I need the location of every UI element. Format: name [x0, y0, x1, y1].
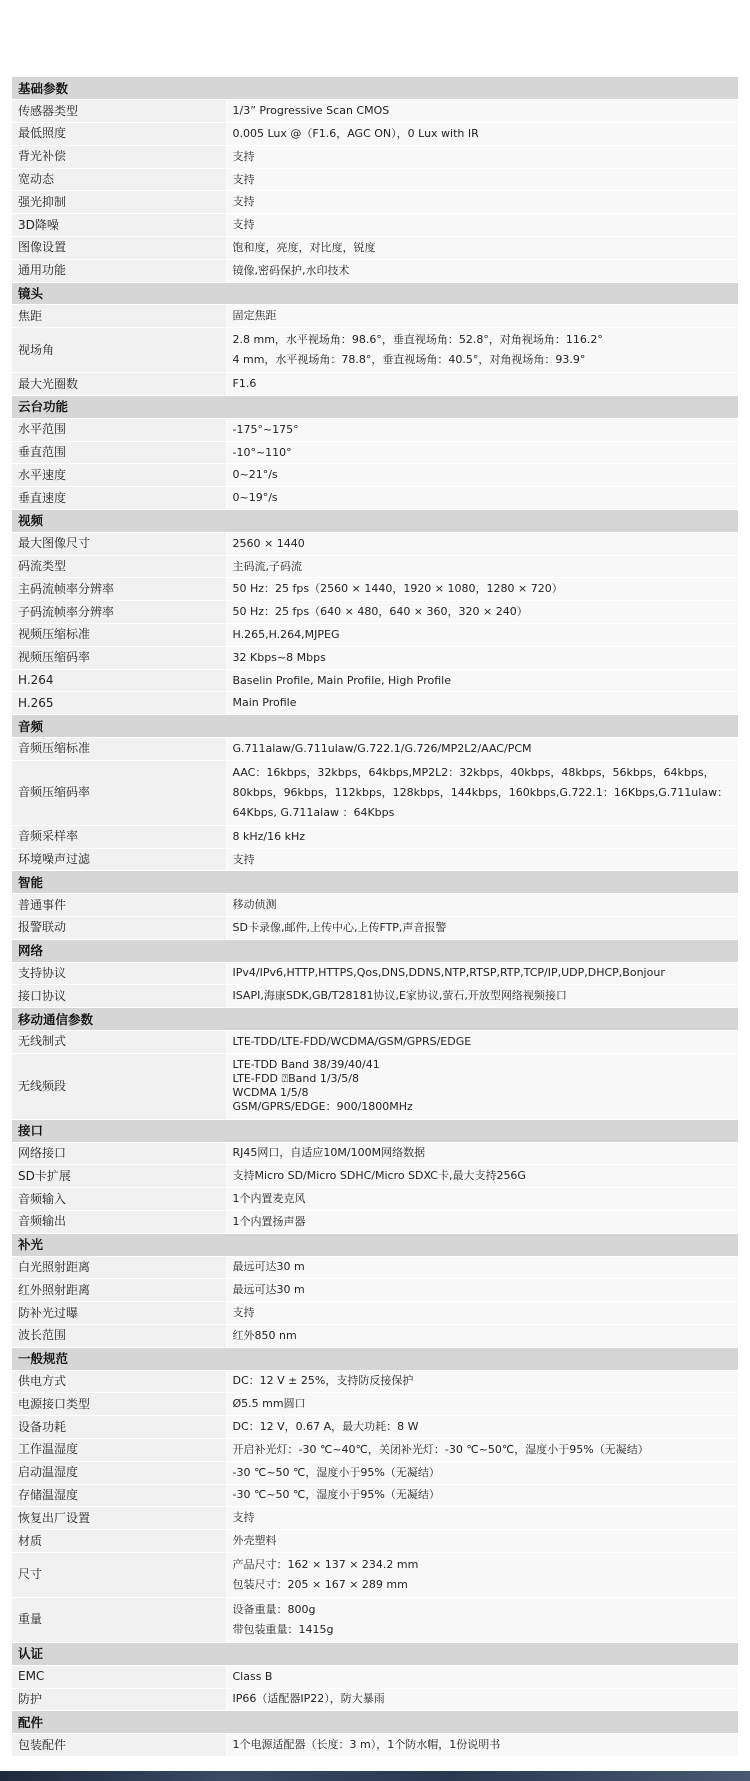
spec-label: SD卡扩展: [12, 1165, 226, 1188]
spec-row: [12, 1165, 738, 1188]
spec-label: 波长范围: [12, 1324, 226, 1347]
section-header: [12, 77, 738, 100]
section-title: 云台功能: [12, 396, 738, 419]
spec-value: [226, 1370, 738, 1393]
spec-value: [226, 1142, 738, 1165]
spec-value: [226, 168, 738, 191]
spec-label: 子码流帧率分辨率: [12, 601, 226, 624]
spec-value-line: ISAPI,海康SDK,GB/T28181协议,E家协议,萤石,开放型网络视频接口: [232, 989, 567, 1003]
spec-table-body: [12, 77, 738, 1756]
spec-label: 主码流帧率分辨率: [12, 578, 226, 601]
section-title: 补光: [12, 1233, 738, 1256]
spec-label: 焦距: [12, 305, 226, 328]
spec-value-line: 支持: [232, 195, 255, 209]
spec-value-line: 1个电源适配器（长度：3 m），1个防水帽，1份说明书: [232, 1738, 501, 1751]
spec-label: 音频压缩标准: [12, 738, 226, 761]
spec-value-line: 支持: [232, 852, 255, 866]
spec-label: 音频采样率: [12, 825, 226, 848]
spec-value-line: 支持Micro SD/Micro SDHC/Micro SDXC卡,最大支持256G: [232, 1169, 526, 1183]
spec-value-line: LTE-FDD ⍰Band 1/3/5/8: [232, 1072, 359, 1086]
spec-value-line: 0~21°/s: [232, 468, 278, 482]
spec-label: 红外照射距离: [12, 1279, 226, 1302]
spec-row: [12, 1507, 738, 1530]
spec-value: [226, 1165, 738, 1188]
spec-label: 设备功耗: [12, 1416, 226, 1439]
spec-row: [12, 578, 738, 601]
spec-value-line: 1个内置麦克风: [232, 1192, 306, 1206]
spec-value: [226, 1188, 738, 1211]
spec-value-line: 支持: [232, 1511, 255, 1525]
spec-row: [12, 1530, 738, 1553]
spec-value: [226, 100, 738, 123]
spec-value: [226, 145, 738, 168]
spec-value: [226, 1279, 738, 1302]
section-title: 移动通信参数: [12, 1008, 738, 1031]
spec-value-line: 镜像,密码保护,水印技术: [232, 263, 350, 277]
spec-value: [226, 578, 738, 601]
spec-row: [12, 305, 738, 328]
spec-value: [226, 328, 738, 373]
spec-row: [12, 1734, 738, 1757]
spec-value-line: -10°~110°: [232, 445, 292, 459]
spec-value-line: IPv4/IPv6,HTTP,HTTPS,Qos,DNS,DDNS,NTP,RTSP,RTP,TCP/IP,UDP,DHCP,Bonjour: [232, 966, 665, 980]
spec-row: [12, 1210, 738, 1233]
spec-label: 码流类型: [12, 555, 226, 578]
spec-row: [12, 373, 738, 396]
spec-label: 启动温湿度: [12, 1461, 226, 1484]
spec-row: [12, 1416, 738, 1439]
spec-row: [12, 1279, 738, 1302]
spec-row: [12, 145, 738, 168]
spec-value-line: -175°~175°: [232, 422, 299, 436]
spec-value: [226, 760, 738, 825]
spec-row: [12, 917, 738, 940]
spec-value-line: 50 Hz：25 fps（640 × 480，640 × 360，320 × 240）: [232, 605, 528, 619]
spec-row: [12, 848, 738, 871]
spec-row: [12, 669, 738, 692]
spec-value-line: 1/3” Progressive Scan CMOS: [232, 104, 390, 118]
spec-value: [226, 601, 738, 624]
spec-label: 防护: [12, 1688, 226, 1711]
spec-row: [12, 168, 738, 191]
spec-value: [226, 917, 738, 940]
section-title: 智能: [12, 871, 738, 894]
spec-value: [226, 441, 738, 464]
spec-row: [12, 1370, 738, 1393]
spec-row: [12, 418, 738, 441]
spec-value-line: 带包装重量：1415g: [232, 1622, 334, 1636]
section-title: 基础参数: [12, 77, 738, 100]
spec-value: [226, 1302, 738, 1325]
spec-label: 音频压缩码率: [12, 760, 226, 825]
spec-value-line: 产品尺寸：162 × 137 × 234.2 mm: [232, 1557, 419, 1571]
spec-label: 垂直范围: [12, 441, 226, 464]
spec-label: 供电方式: [12, 1370, 226, 1393]
spec-value-line: 1个内置扬声器: [232, 1214, 306, 1228]
spec-label: 视场角: [12, 328, 226, 373]
spec-value: [226, 237, 738, 260]
spec-value-line: -30 ℃~50 ℃，湿度小于95%（无凝结）: [232, 1465, 440, 1479]
spec-value: [226, 1552, 738, 1597]
spec-value-line: 包装尺寸：205 × 167 × 289 mm: [232, 1577, 408, 1591]
spec-row: [12, 1461, 738, 1484]
spec-row: [12, 1393, 738, 1416]
spec-value-line: 4 mm，水平视场角：78.8°，垂直视场角：40.5°，对角视场角：93.9°: [232, 353, 586, 367]
spec-label: 视频压缩码率: [12, 646, 226, 669]
section-header: [12, 1119, 738, 1142]
spec-label: 最大光圈数: [12, 373, 226, 396]
spec-label: 背光补偿: [12, 145, 226, 168]
section-header: [12, 1347, 738, 1370]
spec-value: [226, 1530, 738, 1553]
spec-row: [12, 1256, 738, 1279]
spec-label: 材质: [12, 1530, 226, 1553]
spec-label: 强光抑制: [12, 191, 226, 214]
spec-value: [226, 624, 738, 647]
spec-label: 存储温湿度: [12, 1484, 226, 1507]
spec-label: 电源接口类型: [12, 1393, 226, 1416]
spec-value: [226, 259, 738, 282]
section-title: 音频: [12, 715, 738, 738]
spec-value: [226, 532, 738, 555]
spec-value: [226, 464, 738, 487]
spec-value-line: RJ45网口，自适应10M/100M网络数据: [232, 1146, 426, 1160]
spec-label: EMC: [12, 1665, 226, 1688]
spec-row: [12, 601, 738, 624]
spec-value-line: G.711alaw/G.711ulaw/G.722.1/G.726/MP2L2/AAC/PCM: [232, 741, 532, 755]
spec-label: 3D降噪: [12, 214, 226, 237]
section-header: [12, 1233, 738, 1256]
spec-value-line: WCDMA 1/5/8: [232, 1086, 309, 1100]
spec-value-line: 最远可达30 m: [232, 1283, 305, 1297]
spec-label: 宽动态: [12, 168, 226, 191]
spec-row: [12, 191, 738, 214]
spec-row: [12, 692, 738, 715]
section-header: [12, 939, 738, 962]
spec-value-line: 支持: [232, 149, 255, 163]
spec-row: [12, 962, 738, 985]
spec-row: [12, 1142, 738, 1165]
spec-value-line: 0.005 Lux @（F1.6，AGC ON），0 Lux with IR: [232, 126, 479, 140]
spec-row: [12, 646, 738, 669]
spec-value-line: 80kbps，96kbps，112kbps，128kbps，144kbps，160kbps,G.722.1：16Kbps,G.711ulaw：: [232, 785, 729, 799]
spec-value-line: -30 ℃~50 ℃，湿度小于95%（无凝结）: [232, 1488, 440, 1502]
spec-label: 重量: [12, 1597, 226, 1642]
section-header: [12, 1642, 738, 1665]
spec-row: [12, 123, 738, 146]
spec-label: 垂直速度: [12, 487, 226, 510]
section-header: [12, 396, 738, 419]
spec-row: [12, 760, 738, 825]
spec-value-line: 8 kHz/16 kHz: [232, 829, 306, 843]
spec-value: [226, 1210, 738, 1233]
spec-row: [12, 1438, 738, 1461]
spec-label: 白光照射距离: [12, 1256, 226, 1279]
spec-value: [226, 555, 738, 578]
spec-row: [12, 1053, 738, 1119]
spec-label: 传感器类型: [12, 100, 226, 123]
spec-value: [226, 669, 738, 692]
spec-value: [226, 1324, 738, 1347]
spec-label: H.265: [12, 692, 226, 715]
spec-row: [12, 1302, 738, 1325]
spec-row: [12, 894, 738, 917]
spec-label: 音频输出: [12, 1210, 226, 1233]
spec-label: 普通事件: [12, 894, 226, 917]
spec-label: 接口协议: [12, 985, 226, 1008]
spec-label: 水平速度: [12, 464, 226, 487]
section-title: 认证: [12, 1642, 738, 1665]
spec-value: [226, 1597, 738, 1642]
spec-row: [12, 441, 738, 464]
spec-row: [12, 738, 738, 761]
section-title: 一般规范: [12, 1347, 738, 1370]
spec-value-line: DC：12 V ± 25%，支持防反接保护: [232, 1374, 414, 1388]
spec-value: [226, 1053, 738, 1119]
spec-value: [226, 962, 738, 985]
spec-value-line: DC：12 V，0.67 A，最大功耗：8 W: [232, 1420, 419, 1434]
spec-value-line: 32 Kbps~8 Mbps: [232, 650, 326, 664]
section-header: [12, 1711, 738, 1734]
spec-row: [12, 1324, 738, 1347]
spec-label: 图像设置: [12, 237, 226, 260]
spec-label: 最大图像尺寸: [12, 532, 226, 555]
spec-value-line: Main Profile: [232, 696, 297, 710]
section-header: [12, 715, 738, 738]
spec-value-line: LTE-TDD/LTE-FDD/WCDMA/GSM/GPRS/EDGE: [232, 1034, 472, 1048]
spec-label: 音频输入: [12, 1188, 226, 1211]
spec-value: [226, 738, 738, 761]
spec-row: [12, 555, 738, 578]
spec-row: [12, 1484, 738, 1507]
spec-value-line: Class B: [232, 1669, 273, 1683]
spec-value: [226, 123, 738, 146]
spec-value-line: 外壳塑料: [232, 1534, 277, 1548]
spec-value-line: 主码流,子码流: [232, 559, 302, 573]
spec-value: [226, 1256, 738, 1279]
spec-label: 尺寸: [12, 1552, 226, 1597]
spec-value-line: 2560 × 1440: [232, 536, 305, 550]
spec-value: [226, 1416, 738, 1439]
spec-value-line: 最远可达30 m: [232, 1260, 305, 1274]
spec-label: 支持协议: [12, 962, 226, 985]
spec-value-line: 开启补光灯：-30 ℃~40℃，关闭补光灯：-30 ℃~50℃，湿度小于95%（无凝结）: [232, 1442, 649, 1456]
spec-row: [12, 1597, 738, 1642]
spec-value-line: 0~19°/s: [232, 491, 278, 505]
spec-value-line: F1.6: [232, 377, 257, 391]
spec-value-line: 饱和度，亮度，对比度，锐度: [232, 240, 376, 254]
section-title: 接口: [12, 1119, 738, 1142]
spec-value-line: AAC：16kbps，32kbps，64kbps,MP2L2：32kbps，40kbps，48kbps，56kbps，64kbps，: [232, 765, 715, 779]
spec-label: 视频压缩标准: [12, 624, 226, 647]
spec-row: [12, 1688, 738, 1711]
spec-value: [226, 825, 738, 848]
spec-value-line: Ø5.5 mm圆口: [232, 1397, 306, 1411]
spec-value-line: 支持: [232, 1306, 255, 1320]
spec-value: [226, 1030, 738, 1053]
spec-value: [226, 848, 738, 871]
section-title: 网络: [12, 939, 738, 962]
spec-value: [226, 1688, 738, 1711]
section-header: [12, 282, 738, 305]
spec-value: [226, 692, 738, 715]
spec-table: [12, 77, 738, 1757]
spec-value: [226, 1484, 738, 1507]
section-title: 镜头: [12, 282, 738, 305]
spec-row: [12, 464, 738, 487]
spec-label: 恢复出厂设置: [12, 1507, 226, 1530]
spec-value-line: GSM/GPRS/EDGE：900/1800MHz: [232, 1100, 413, 1114]
spec-value-line: 支持: [232, 218, 255, 232]
spec-row: [12, 214, 738, 237]
spec-row: [12, 1665, 738, 1688]
spec-label: 水平范围: [12, 418, 226, 441]
spec-row: [12, 328, 738, 373]
spec-row: [12, 985, 738, 1008]
spec-label: 报警联动: [12, 917, 226, 940]
spec-value: [226, 1461, 738, 1484]
spec-value-line: Baselin Profile, Main Profile, High Profile: [232, 673, 451, 687]
spec-value-line: 2.8 mm，水平视场角：98.6°，垂直视场角：52.8°，对角视场角：116.2°: [232, 333, 603, 347]
spec-value-line: 移动侦测: [232, 898, 277, 912]
spec-label: 最低照度: [12, 123, 226, 146]
spec-value: [226, 1734, 738, 1757]
section-header: [12, 871, 738, 894]
spec-label: 包装配件: [12, 1734, 226, 1757]
spec-value: [226, 214, 738, 237]
spec-row: [12, 1188, 738, 1211]
spec-value: [226, 1507, 738, 1530]
section-title: 配件: [12, 1711, 738, 1734]
spec-row: [12, 825, 738, 848]
spec-row: [12, 1030, 738, 1053]
spec-label: H.264: [12, 669, 226, 692]
spec-label: 工作温湿度: [12, 1438, 226, 1461]
spec-value-line: LTE-TDD Band 38/39/40/41: [232, 1058, 380, 1072]
spec-value: [226, 985, 738, 1008]
spec-label: 无线频段: [12, 1053, 226, 1119]
section-header: [12, 1008, 738, 1031]
spec-value-line: 50 Hz：25 fps（2560 × 1440，1920 × 1080，1280 × 720）: [232, 582, 563, 596]
spec-value-line: SD卡录像,邮件,上传中心,上传FTP,声音报警: [232, 920, 447, 934]
section-header: [12, 510, 738, 533]
spec-row: [12, 100, 738, 123]
spec-value-line: IP66（适配器IP22），防大暴雨: [232, 1692, 385, 1706]
spec-row: [12, 624, 738, 647]
spec-row: [12, 532, 738, 555]
spec-value-line: 红外850 nm: [232, 1328, 297, 1342]
spec-value-line: H.265,H.264,MJPEG: [232, 627, 340, 641]
spec-value: [226, 487, 738, 510]
spec-value: [226, 305, 738, 328]
spec-value: [226, 418, 738, 441]
spec-label: 网络接口: [12, 1142, 226, 1165]
spec-value: [226, 373, 738, 396]
spec-row: [12, 1552, 738, 1597]
spec-value: [226, 1665, 738, 1688]
spec-value-line: 设备重量：800g: [232, 1602, 316, 1616]
spec-value-line: 支持: [232, 172, 255, 186]
spec-row: [12, 237, 738, 260]
spec-label: 通用功能: [12, 259, 226, 282]
spec-value: [226, 191, 738, 214]
spec-value-line: 64Kbps, G.711alaw ：64Kbps: [232, 805, 395, 819]
spec-row: [12, 487, 738, 510]
spec-label: 环境噪声过滤: [12, 848, 226, 871]
spec-value: [226, 646, 738, 669]
section-title: 视频: [12, 510, 738, 533]
bottom-decor-band: [0, 1771, 750, 1781]
spec-value: [226, 1393, 738, 1416]
spec-value-line: 固定焦距: [232, 309, 277, 323]
spec-label: 无线制式: [12, 1030, 226, 1053]
spec-row: [12, 259, 738, 282]
spec-value: [226, 894, 738, 917]
spec-label: 防补光过曝: [12, 1302, 226, 1325]
spec-value: [226, 1438, 738, 1461]
